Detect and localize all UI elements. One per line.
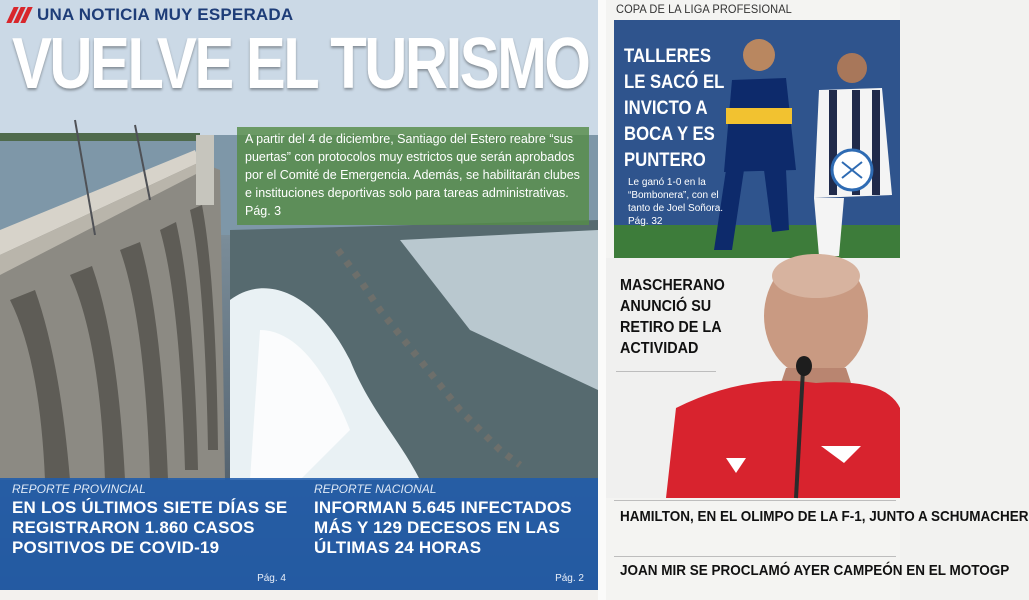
column-divider bbox=[598, 0, 606, 600]
story4-headline[interactable]: JOAN MIR SE PROCLAMÓ AYER CAMPEÓN EN EL MOTOGP bbox=[620, 562, 1010, 579]
story1-headline: TALLERES LE SACÓ EL INVICTO A BOCA Y ES PUNTERO bbox=[624, 46, 725, 171]
report-headline: INFORMAN 5.645 INFECTADOS MÁS Y 129 DECESOS EN LAS ÚLTIMAS 24 HORAS bbox=[314, 498, 572, 557]
report-label: REPORTE NACIONAL bbox=[314, 482, 437, 496]
kicker-text: UNA NOTICIA MUY ESPERADA bbox=[37, 5, 294, 24]
report-provincial[interactable] bbox=[0, 478, 300, 590]
report-page: Pág. 2 bbox=[555, 573, 584, 584]
report-page: Pág. 4 bbox=[257, 573, 286, 584]
report-nacional[interactable] bbox=[302, 478, 598, 590]
report-label: REPORTE PROVINCIAL bbox=[12, 482, 146, 496]
story-talleres[interactable] bbox=[614, 20, 900, 258]
section-label: COPA DE LA LIGA PROFESIONAL bbox=[616, 2, 792, 16]
story3-headline[interactable]: HAMILTON, EN EL OLIMPO DE LA F-1, JUNTO A SCHUMACHER bbox=[620, 508, 1029, 525]
story2-headline[interactable]: MASCHERANO ANUNCIÓ SU RETIRO DE LA ACTIVIDAD bbox=[620, 277, 725, 357]
report-headline: EN LOS ÚLTIMOS SIETE DÍAS SE REGISTRARON 1.860 CASOS POSITIVOS DE COVID-19 bbox=[12, 498, 288, 557]
story4-rule-top bbox=[614, 556, 896, 557]
story1-subtext: Le ganó 1-0 en la “Bombonera”, con el tanto de Joel Soñora. Pág. 32 bbox=[628, 177, 724, 227]
main-lede: A partir del 4 de diciembre, Santiago del Estero reabre “sus puertas” con protocolos muy estrictos que serán aprobados por el Comité de Emergencia. Además, se habilitarán clubes e instituciones deportivas solo para tareas administrativas. Pág. 3 bbox=[237, 127, 589, 225]
kicker-slashes-icon bbox=[10, 7, 29, 23]
main-headline[interactable]: VUELVE EL TURISMO bbox=[12, 24, 589, 104]
story3-rule-top bbox=[614, 500, 896, 501]
story2-rule bbox=[616, 371, 716, 372]
bottom-strip bbox=[0, 590, 598, 600]
